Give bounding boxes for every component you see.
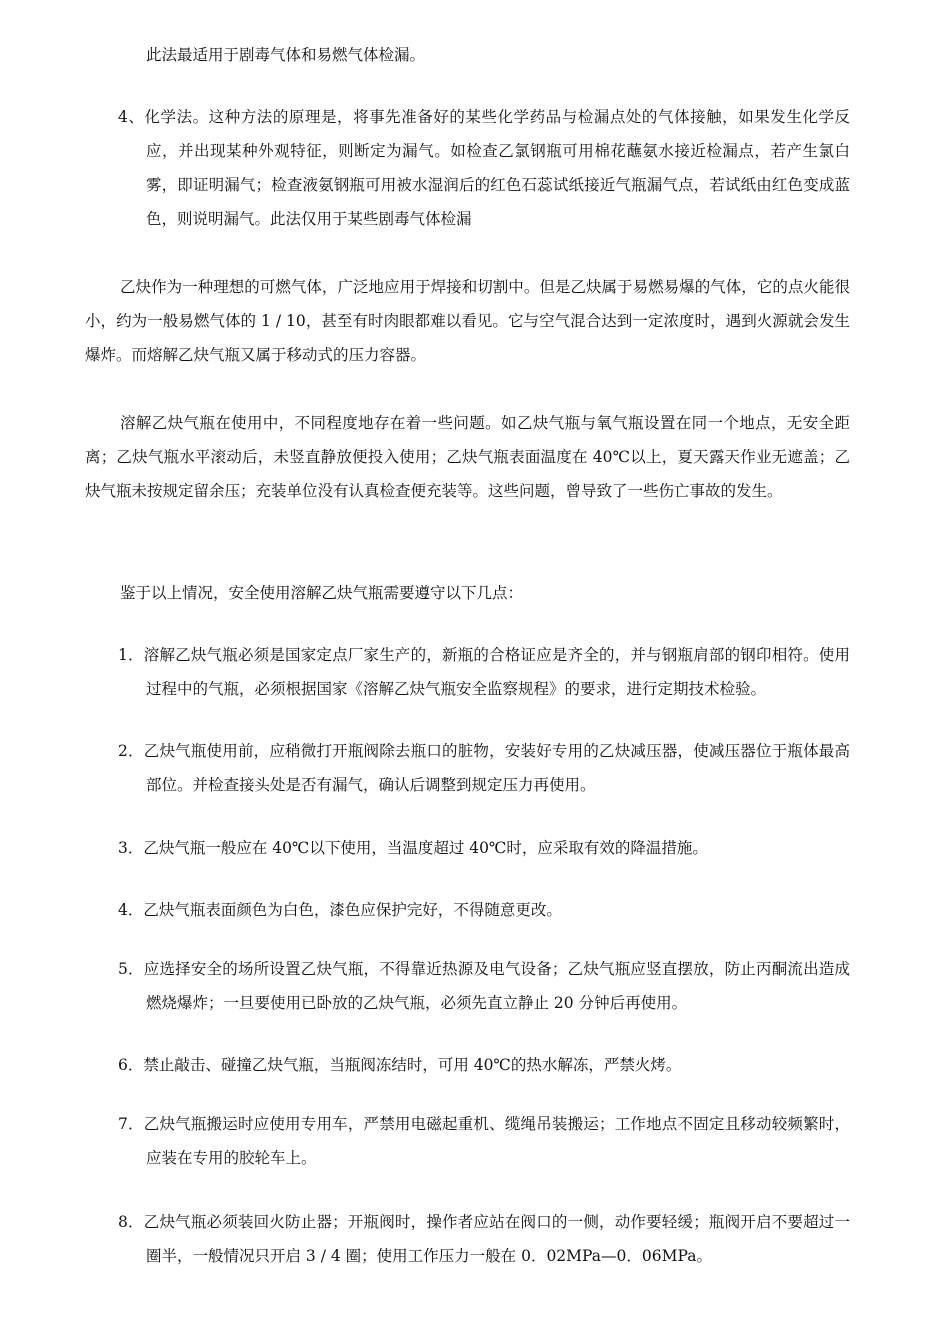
rule-item-2: [118, 734, 850, 802]
rule-text: 乙炔气瓶一般应在 40℃以下使用，当温度超过 40℃时，应采取有效的降温措施。: [143, 839, 708, 857]
rule-number: 5．: [118, 960, 144, 978]
rule-number: 8．: [118, 1213, 144, 1231]
rule-text: 应选择安全的场所设置乙炔气瓶，不得靠近热源及电气设备；乙炔气瓶应竖直摆放，防止丙酮流出造成燃烧爆炸；一旦要使用已卧放的乙炔气瓶，必须先直立静止 20 分钟后再使用。: [143, 960, 850, 1012]
rule-text: 乙炔气瓶必须装回火防止器；开瓶阀时，操作者应站在阀口的一侧，动作要轻缓；瓶阀开启不要超过一圈半，一般情况只开启 3 / 4 圈；使用工作压力一般在 0．02MPa—0．06MPa。: [143, 1213, 850, 1265]
method-item-number: 4、: [118, 108, 145, 126]
rule-item-3: [118, 831, 850, 865]
method-item-text: 化学法。这种方法的原理是，将事先准备好的某些化学药品与检漏点处的气体接触，如果发生化学反应，并出现某种外观特征，则断定为漏气。如检查乙氯钢瓶可用棉花蘸氨水接近检漏点，若产生氯白雾，即证明漏气；检查液氨钢瓶可用被水湿润后的红色石蕊试纸接近气瓶漏气点，若试纸由红色变成蓝色，则说明漏气。此法仅用于某些剧毒气体检漏: [144, 108, 850, 228]
method-item-4: [118, 100, 850, 236]
rule-number: 6．: [118, 1056, 144, 1074]
rule-number: 4．: [118, 901, 144, 919]
rule-item-7: [118, 1107, 850, 1175]
paragraph-problems: 溶解乙炔气瓶在使用中，不同程度地存在着一些问题。如乙炔气瓶与氧气瓶设置在同一个地点，无安全距离；乙炔气瓶水平滚动后，未竖直静放便投入使用；乙炔气瓶表面温度在 40℃以上，夏天露天作业无遮盖；乙炔气瓶未按规定留余压；充装单位没有认真检查便充装等。这些问题，曾导致了一些伤亡事故的发生。: [85, 414, 850, 500]
rule-item-1: [118, 638, 850, 706]
rule-number: 7．: [118, 1115, 144, 1133]
lead-line: 此法最适用于剧毒气体和易燃气体检漏。: [146, 46, 426, 64]
rule-text: 乙炔气瓶使用前，应稍微打开瓶阀除去瓶口的脏物，安装好专用的乙炔减压器，使减压器位于瓶体最高部位。并检查接头处是否有漏气，确认后调整到规定压力再使用。: [143, 742, 850, 794]
rule-number: 1．: [118, 646, 144, 664]
paragraph-acetylene-intro: 乙炔作为一种理想的可燃气体，广泛地应用于焊接和切割中。但是乙炔属于易燃易爆的气体，它的点火能很小，约为一般易燃气体的 1 / 10，甚至有时肉眼都难以看见。它与空气混合达到一定浓度时，遇到火源就会发生爆炸。而熔解乙炔气瓶又属于移动式的压力容器。: [85, 278, 850, 364]
rule-number: 3．: [118, 839, 144, 857]
rule-item-5: [118, 952, 850, 1020]
rule-number: 2．: [118, 742, 144, 760]
rule-item-6: [118, 1048, 850, 1082]
rule-text: 乙炔气瓶表面颜色为白色，漆色应保护完好，不得随意更改。: [143, 901, 562, 919]
rule-text: 禁止敲击、碰撞乙炔气瓶，当瓶阀冻结时，可用 40℃的热水解冻，严禁火烤。: [143, 1056, 682, 1074]
paragraph-rules-lead: 鉴于以上情况，安全使用溶解乙炔气瓶需要遵守以下几点：: [120, 584, 524, 602]
rule-item-8: [118, 1205, 850, 1273]
rule-text: 溶解乙炔气瓶必须是国家定点厂家生产的，新瓶的合格证应是齐全的，并与钢瓶肩部的钢印相符。使用过程中的气瓶，必须根据国家《溶解乙炔气瓶安全监察规程》的要求，进行定期技术检验。: [143, 646, 850, 698]
rule-item-4: [118, 893, 850, 927]
rule-text: 乙炔气瓶搬运时应使用专用车，严禁用电磁起重机、缆绳吊装搬运；工作地点不固定且移动较频繁时，应装在专用的胶轮车上。: [143, 1115, 850, 1167]
